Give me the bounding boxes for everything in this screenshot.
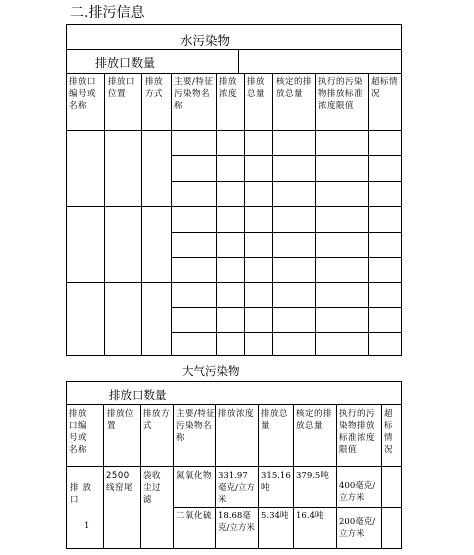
air-col-line xyxy=(103,404,104,549)
air-col-line xyxy=(293,404,294,549)
water-col-line xyxy=(315,73,316,356)
air-row2-concentration: 18.68毫克/立方米 xyxy=(218,511,255,533)
air-header-concentration: 排放浓度 xyxy=(218,409,255,419)
air-header-outlet-name: 排放口编号或名称 xyxy=(69,409,88,455)
water-row-line xyxy=(171,307,402,308)
air-outlet-count-label: 排放口数量 xyxy=(109,388,167,402)
air-outlet-name: 排放口 xyxy=(70,483,96,505)
water-row-line xyxy=(171,155,402,156)
air-row1-concentration: 331.97毫克/立方米 xyxy=(218,471,255,505)
air-header-pollutant: 主要/特征污染物名称 xyxy=(176,409,216,443)
air-row2-pollutant: 二氧化硫 xyxy=(176,511,213,521)
water-row-line xyxy=(171,232,402,233)
water-header-total: 排放总量 xyxy=(247,77,266,99)
air-outlet-location: 2500线窑尾 xyxy=(106,471,134,493)
water-col-line xyxy=(244,73,245,356)
water-title-divider xyxy=(66,49,402,50)
water-group-divider xyxy=(66,282,402,283)
air-header-total: 排放总量 xyxy=(261,409,289,431)
section-title: 二.排污信息 xyxy=(70,5,145,21)
air-row2-total: 5.34吨 xyxy=(261,511,289,521)
air-col-line xyxy=(173,404,174,549)
air-subtitle-divider xyxy=(66,404,402,405)
water-table-title: 水污染物 xyxy=(180,33,231,48)
water-col-line xyxy=(368,73,369,356)
air-header-approved-total: 核定的排放总量 xyxy=(296,409,333,431)
air-header-method: 排放方式 xyxy=(143,409,171,431)
air-header-location: 排放位置 xyxy=(107,409,135,431)
water-col-line xyxy=(171,73,172,356)
water-col-line xyxy=(104,73,105,356)
water-outlet-count-label: 排放口数量 xyxy=(95,56,156,70)
water-row-line xyxy=(171,332,402,333)
water-group-divider xyxy=(66,206,402,207)
water-header-exceed: 超标情况 xyxy=(371,77,399,99)
water-count-divider xyxy=(238,49,239,73)
air-table-title: 大气污染物 xyxy=(182,364,240,378)
air-header-standard-limit: 执行的污染物排放标准浓度限值 xyxy=(339,409,376,455)
air-header-exceed: 超标情况 xyxy=(384,409,394,455)
water-header-divider xyxy=(66,130,402,131)
water-header-approved-total: 核定的排放总量 xyxy=(276,77,313,99)
water-row-line xyxy=(171,181,402,182)
air-col-line xyxy=(381,404,382,549)
water-header-standard-limit: 执行的污染物排放标准浓度限值 xyxy=(318,77,364,111)
water-header-pollutant: 主要/特征污染物名称 xyxy=(174,77,214,111)
water-header-outlet-name: 排放口编号或名称 xyxy=(69,77,97,111)
air-row-line xyxy=(173,507,402,508)
water-header-concentration: 排放浓度 xyxy=(219,77,238,99)
air-col-line xyxy=(336,404,337,549)
air-col-line xyxy=(258,404,259,549)
air-outlet-method: 袋收尘过滤 xyxy=(143,471,162,505)
water-header-method: 排放方式 xyxy=(145,77,164,99)
air-row2-approved: 16.4吨 xyxy=(296,511,324,521)
air-header-divider xyxy=(66,466,402,467)
air-row2-limit: 200毫克/立方米 xyxy=(339,517,376,539)
air-row1-total: 315.16吨 xyxy=(261,471,291,493)
water-subtitle-divider xyxy=(66,73,402,74)
water-col-line xyxy=(216,73,217,356)
air-col-line xyxy=(215,404,216,549)
water-header-location: 排放口位置 xyxy=(108,77,136,99)
water-row-line xyxy=(171,257,402,258)
air-outlet-number: 1 xyxy=(84,521,90,531)
air-row1-pollutant: 氮氧化物 xyxy=(176,471,213,481)
water-col-line xyxy=(272,73,273,356)
air-row1-limit: 400毫克/立方米 xyxy=(339,481,376,503)
water-col-line xyxy=(141,73,142,356)
air-col-line xyxy=(140,404,141,549)
air-row1-approved: 379.5吨 xyxy=(296,471,329,481)
